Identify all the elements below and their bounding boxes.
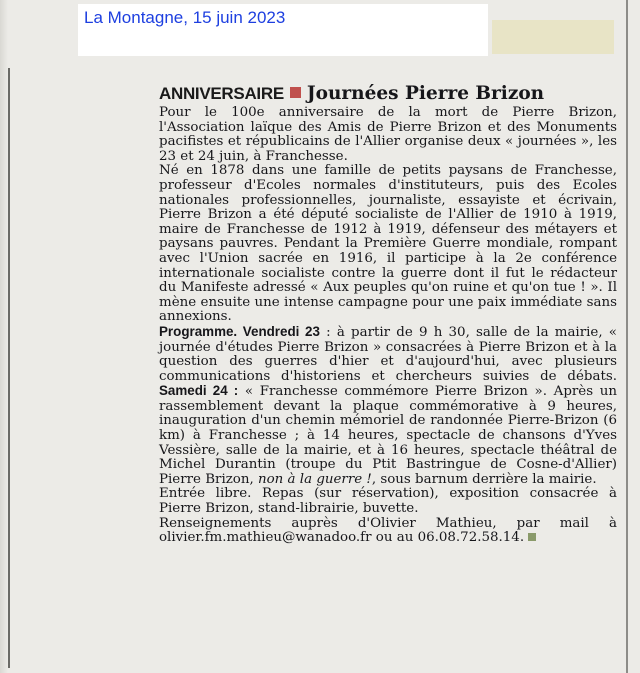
kicker: ANNIVERSAIRE [159,84,284,103]
scan-edge [0,0,8,673]
programme-label: Programme. Vendredi 23 [159,323,320,339]
paragraph-entry: Entrée libre. Repas (sur réservation), exposition consacrée à Pierre Brizon, stand-librairie, buvette. [159,486,617,517]
programme-friday: : à partir de 9 h 30, salle de la mairie, « journée d'études Pierre Brizon » consacrées à Pierre Brizon et à la question des guerres d'hier et d'aujourd'hui, avec plusieurs communications d'historiens et chercheurs suivies de débats. [159,324,617,384]
programme-saturday-end: , sous barnum derrière la mairie. [371,471,597,487]
article-title: Journées Pierre Brizon [306,83,545,104]
paragraph-programme [159,325,617,488]
paragraph-biography: Né en 1878 dans une famille de petits paysans de Franchesse, professeur d'Ecoles normales d'instituteurs, puis des Ecoles nationales professionnelles, journaliste, essayiste et écrivain, Pierre Brizon a été député socialiste de l'Allier de 1910 à 1919, maire de Franchesse de 1912 à 1919, défenseur des métayers et paysans pauvres. Pendant la Première Guerre mondiale, rompant avec l'Union sacrée en 1916, il participe à la 2e conférence internationale socialiste contre la guerre dont il fut le rédacteur du Manifeste adressé « Aux peuples qu'on ruine et qu'on tue ! ». Il mène ensuite une intense campagne pour une paix immédiate sans annexions. [159,163,617,325]
faded-section-tag [492,20,614,54]
paragraph-contact [159,517,617,546]
source-caption: La Montagne, 15 juin 2023 [84,8,286,27]
saturday-label: Samedi 24 : [159,383,239,399]
column-rule-left [8,68,10,668]
contact-text: Renseignements auprès d'Olivier Mathieu, par mail à olivier.fm.mathieu@wanadoo.fr ou au 06.08.72.58.14. [159,515,617,546]
article [159,84,617,546]
programme-saturday: « Franchesse commémore Pierre Brizon ». Après un rassemblement devant la plaque commémorative à 9 heures, inauguration d'un chemin mémoriel de randonnée Pierre-Brizon (6 km) à Franchesse ; à 14 heures, spectacle de chansons d'Yves Vessière, salle de la mairie, et à 16 heures, spectacle théâtral de Michel Durantin (troupe du Ptit Bastringue de Cosne-d'Allier) Pierre Brizon, [159,384,617,487]
end-square-icon [528,533,536,541]
play-title: non à la guerre ! [257,471,372,487]
paragraph-intro: Pour le 100e anniversaire de la mort de Pierre Brizon, l'Association laïque des Amis de Pierre Brizon et des Monuments pacifistes et républicains de l'Allier organise deux « journées », les 23 et 24 juin, à Franchesse. [159,105,617,164]
bullet-square-icon [290,87,301,98]
headline [159,84,617,104]
column-rule-right [626,0,628,673]
